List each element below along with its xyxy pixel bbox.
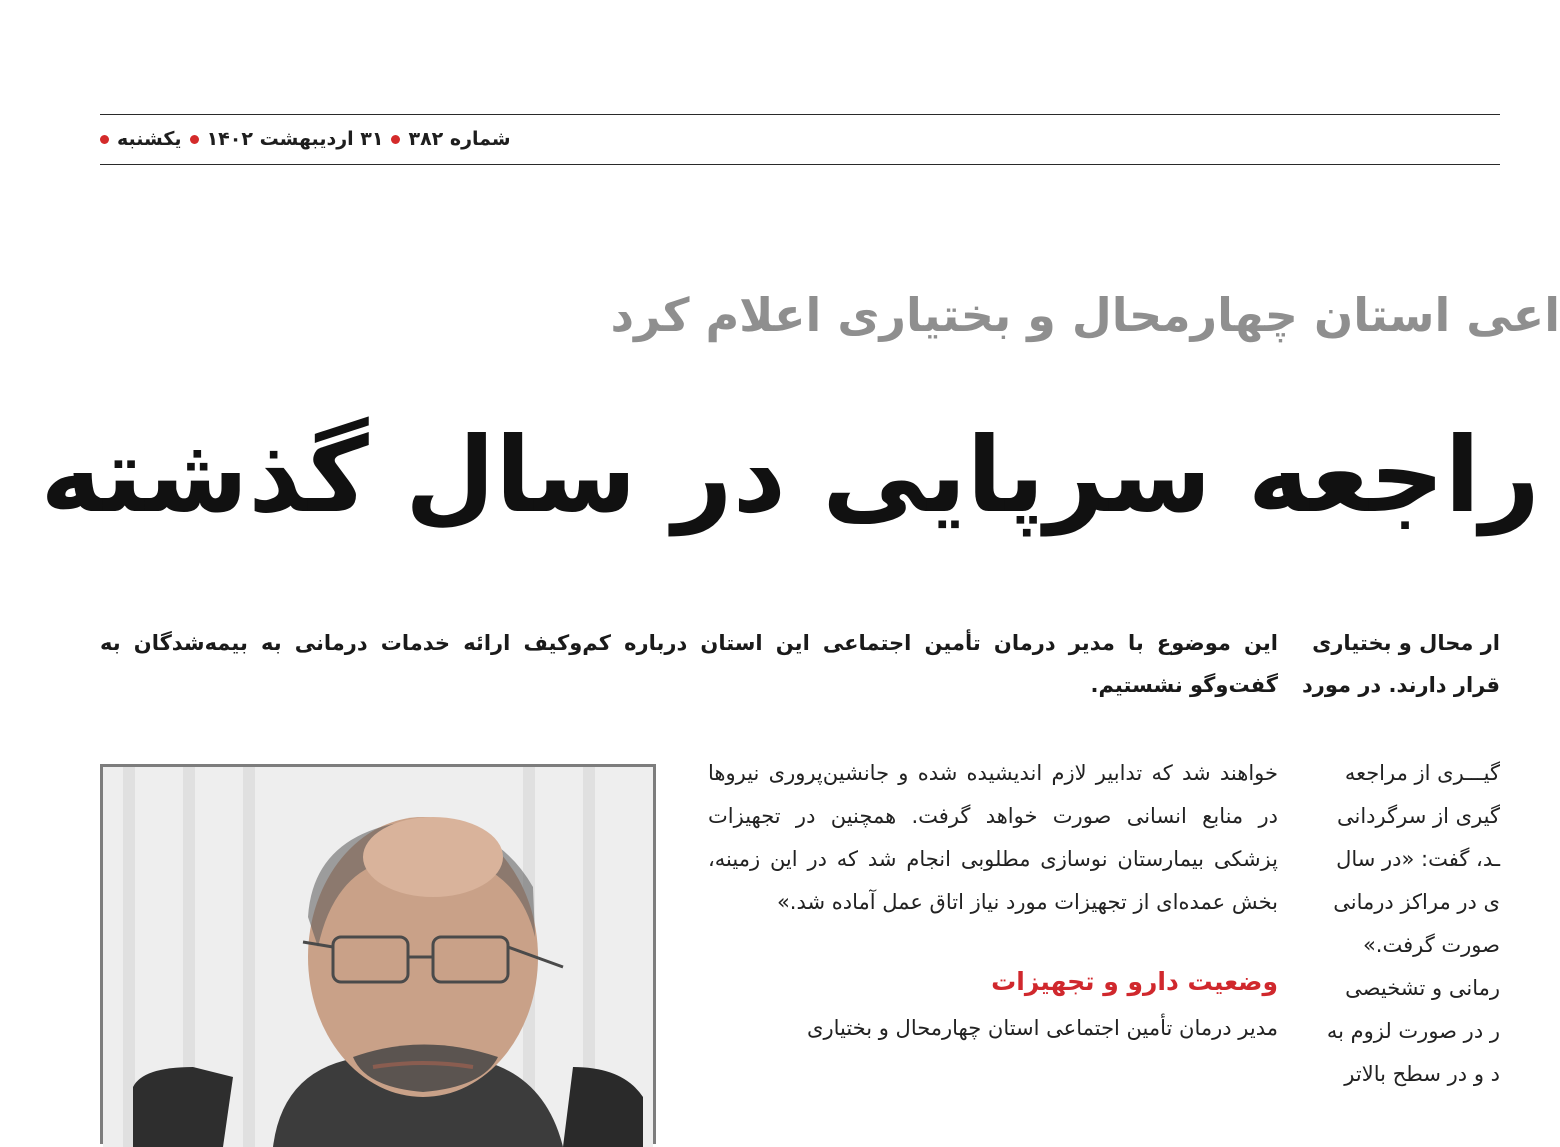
article-kicker: اعی استان چهارمحال و بختیاری اعلام کرد (610, 288, 1560, 342)
body-line: ی در مراکز درمانی (1333, 890, 1500, 914)
section-subheading: وضعیت دارو و تجهیزات (991, 967, 1278, 996)
header-rule-top (100, 114, 1500, 115)
dateline-issue: شماره ۳۸۲ (408, 128, 511, 150)
body-line: رمانی و تشخیصی (1345, 976, 1500, 1000)
body-line: گیـــری از مراجعه (1344, 761, 1500, 785)
bullet-dot-icon (100, 135, 109, 144)
body-column-middle (708, 752, 1278, 1050)
header-rule-bottom (100, 164, 1500, 165)
body-paragraph: خواهند شد که تدابیر لازم اندیشیده شده و جانشین‌پروری نیروها در منابع انسانی صورت خواهد گرفت. همچنین در تجهیزات پزشکی بیمارستان نوسازی مطلوبی انجام شد که در این زمینه، بخش عمده‌ای از تجهیزات مورد نیاز اتاق عمل آماده شد.» (708, 761, 1278, 914)
lead-line: قرار دارند. در مورد (1302, 673, 1500, 697)
article-lead: این موضوع با مدیر درمان تأمین اجتماعی این استان درباره کم‌وکیف ارائه خدمات درمانی به بیمه‌شدگان به گفت‌وگو نشستیم. (100, 631, 1278, 697)
body-column-right (1318, 752, 1500, 1096)
article-headline: راجعه سرپایی در سال گذشته (40, 414, 1540, 536)
portrait-photo (100, 764, 656, 1144)
body-line: ـد، گفت: «در سال (1336, 847, 1500, 871)
body-line: د و در سطح بالاتر (1344, 1062, 1500, 1086)
dateline-date: ۳۱ اردیبهشت ۱۴۰۲ (206, 128, 384, 150)
bullet-dot-icon (190, 135, 199, 144)
lead-line: ار محال و بختیاری (1312, 631, 1500, 655)
body-line: ر در صورت لزوم به (1326, 1019, 1500, 1043)
body-line: گیری از سرگردانی (1337, 804, 1500, 828)
body-paragraph: مدیر درمان تأمین اجتماعی استان چهارمحال و بختیاری (807, 1016, 1278, 1040)
bullet-dot-icon (391, 135, 400, 144)
dateline (100, 124, 511, 154)
article-lead-continuation (1302, 622, 1500, 706)
dateline-weekday: یکشنبه (117, 128, 182, 150)
body-line: صورت گرفت.» (1362, 933, 1500, 957)
